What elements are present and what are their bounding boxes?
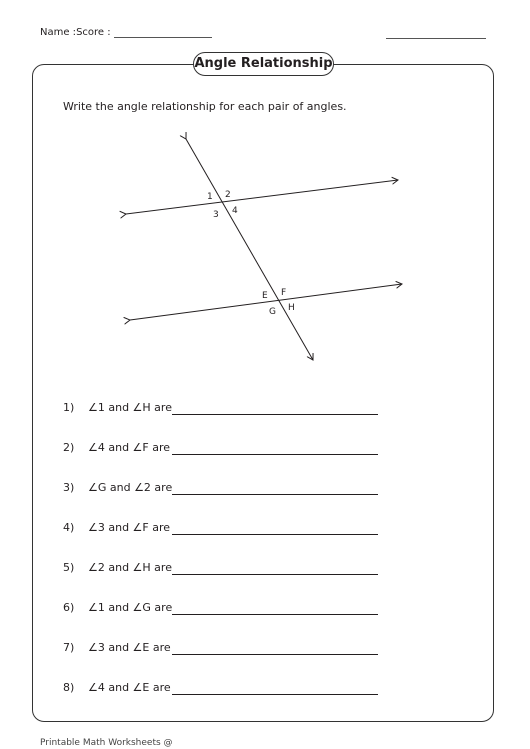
angle-label-3: 3: [213, 210, 219, 220]
question-number: 5): [63, 561, 75, 574]
question-text: ∠3 and ∠F are: [88, 521, 171, 534]
question-text: ∠G and ∠2 are: [88, 481, 173, 494]
question-1: [63, 401, 383, 417]
angle-label-g: G: [269, 307, 276, 317]
answer-line[interactable]: [172, 454, 378, 455]
footer-text: Printable Math Worksheets @: [40, 738, 173, 748]
question-text: ∠4 and ∠F are: [88, 441, 171, 454]
question-number: 7): [63, 641, 75, 654]
angle-label-1: 1: [207, 192, 213, 202]
score-label: Score :: [76, 27, 111, 38]
question-5: [63, 561, 383, 577]
transversal-line: [186, 139, 313, 360]
question-text: ∠3 and ∠E are: [88, 641, 171, 654]
question-6: [63, 601, 383, 617]
angle-label-h: H: [288, 303, 295, 313]
question-2: [63, 441, 383, 457]
answer-line[interactable]: [172, 694, 378, 695]
question-4: [63, 521, 383, 537]
angle-label-f: F: [281, 288, 287, 298]
question-text: ∠4 and ∠E are: [88, 681, 171, 694]
angle-label-2: 2: [225, 190, 231, 200]
parallel-line-bottom: [130, 284, 402, 320]
answer-line[interactable]: [172, 534, 378, 535]
worksheet-title: Angle Relationship: [193, 52, 334, 76]
instructions: Write the angle relationship for each pair of angles.: [63, 100, 347, 113]
question-number: 1): [63, 401, 75, 414]
question-7: [63, 641, 383, 657]
answer-line[interactable]: [172, 494, 378, 495]
angle-label-4: 4: [232, 206, 238, 216]
question-number: 8): [63, 681, 75, 694]
question-number: 4): [63, 521, 75, 534]
name-label: Name :: [40, 27, 77, 38]
answer-line[interactable]: [172, 414, 378, 415]
question-number: 2): [63, 441, 75, 454]
answer-line[interactable]: [172, 654, 378, 655]
question-3: [63, 481, 383, 497]
answer-line[interactable]: [172, 614, 378, 615]
answer-line[interactable]: [172, 574, 378, 575]
question-text: ∠1 and ∠H are: [88, 401, 172, 414]
question-number: 6): [63, 601, 75, 614]
question-8: [63, 681, 383, 697]
question-text: ∠2 and ∠H are: [88, 561, 172, 574]
parallel-line-top: [126, 180, 398, 214]
question-text: ∠1 and ∠G are: [88, 601, 173, 614]
angle-label-e: E: [262, 291, 268, 301]
question-number: 3): [63, 481, 75, 494]
